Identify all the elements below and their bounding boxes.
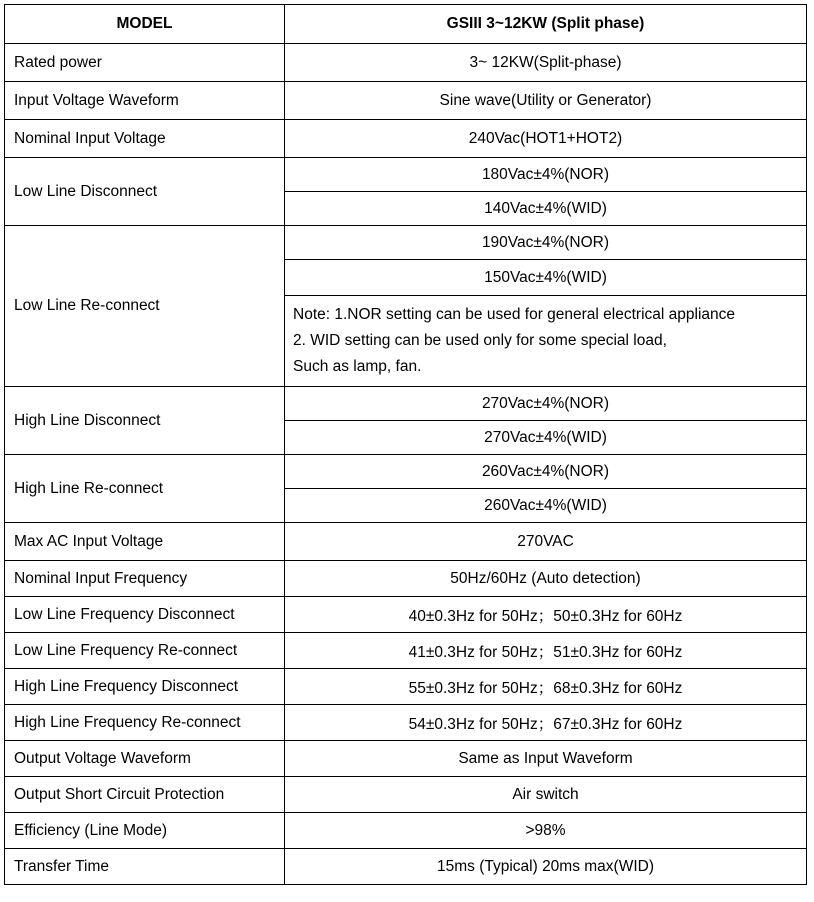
row-value-nor: 180Vac±4%(NOR): [285, 158, 807, 192]
table-row: [5, 633, 807, 669]
note-line: Such as lamp, fan.: [293, 358, 422, 375]
row-value: 41±0.3Hz for 50Hz；51±0.3Hz for 60Hz: [285, 633, 807, 669]
row-label: Input Voltage Waveform: [5, 82, 285, 120]
model-label: MODEL: [5, 5, 285, 44]
row-label: Low Line Re-connect: [5, 226, 285, 387]
row-value-nor: 190Vac±4%(NOR): [285, 226, 807, 260]
row-label: Nominal Input Frequency: [5, 561, 285, 597]
table-row: [5, 82, 807, 120]
row-label: Max AC Input Voltage: [5, 523, 285, 561]
table-row: [5, 158, 807, 192]
row-label: Nominal Input Voltage: [5, 120, 285, 158]
table-row: [5, 777, 807, 813]
row-value-nor: 270Vac±4%(NOR): [285, 387, 807, 421]
row-label: Low Line Frequency Re-connect: [5, 633, 285, 669]
row-value: >98%: [285, 813, 807, 849]
row-label: High Line Frequency Disconnect: [5, 669, 285, 705]
row-value: 40±0.3Hz for 50Hz；50±0.3Hz for 60Hz: [285, 597, 807, 633]
table-row: [5, 669, 807, 705]
row-label: Output Short Circuit Protection: [5, 777, 285, 813]
row-value: Sine wave(Utility or Generator): [285, 82, 807, 120]
row-label: Rated power: [5, 44, 285, 82]
row-value: 3~ 12KW(Split-phase): [285, 44, 807, 82]
table-row: [5, 120, 807, 158]
table-row: [5, 741, 807, 777]
row-value-wid: 150Vac±4%(WID): [285, 260, 807, 296]
row-value-wid: 140Vac±4%(WID): [285, 192, 807, 226]
row-label: Transfer Time: [5, 849, 285, 885]
row-value: Same as Input Waveform: [285, 741, 807, 777]
row-value: 270VAC: [285, 523, 807, 561]
table-row: [5, 523, 807, 561]
table-row: [5, 705, 807, 741]
model-value: GSIII 3~12KW (Split phase): [285, 5, 807, 44]
row-label: High Line Re-connect: [5, 455, 285, 523]
note-line: Note: 1.NOR setting can be used for general electrical appliance: [293, 306, 735, 323]
row-value-wid: 270Vac±4%(WID): [285, 421, 807, 455]
table-row: [5, 226, 807, 260]
table-header-row: [5, 5, 807, 44]
table-row: [5, 813, 807, 849]
row-label: Low Line Frequency Disconnect: [5, 597, 285, 633]
row-value-wid: 260Vac±4%(WID): [285, 489, 807, 523]
row-label: Efficiency (Line Mode): [5, 813, 285, 849]
row-label: High Line Frequency Re-connect: [5, 705, 285, 741]
row-value: 55±0.3Hz for 50Hz；68±0.3Hz for 60Hz: [285, 669, 807, 705]
row-value: 54±0.3Hz for 50Hz；67±0.3Hz for 60Hz: [285, 705, 807, 741]
row-value: 15ms (Typical) 20ms max(WID): [285, 849, 807, 885]
row-value: Air switch: [285, 777, 807, 813]
row-label: Low Line Disconnect: [5, 158, 285, 226]
note-line: 2. WID setting can be used only for some special load,: [293, 332, 667, 349]
table-row: [5, 597, 807, 633]
table-row: [5, 44, 807, 82]
table-row: [5, 561, 807, 597]
table-row: [5, 455, 807, 489]
row-value: 240Vac(HOT1+HOT2): [285, 120, 807, 158]
table-row: [5, 849, 807, 885]
row-label: High Line Disconnect: [5, 387, 285, 455]
row-value-nor: 260Vac±4%(NOR): [285, 455, 807, 489]
spec-table: [4, 4, 807, 885]
note-cell: [285, 296, 807, 387]
row-value: 50Hz/60Hz (Auto detection): [285, 561, 807, 597]
row-label: Output Voltage Waveform: [5, 741, 285, 777]
table-row: [5, 387, 807, 421]
